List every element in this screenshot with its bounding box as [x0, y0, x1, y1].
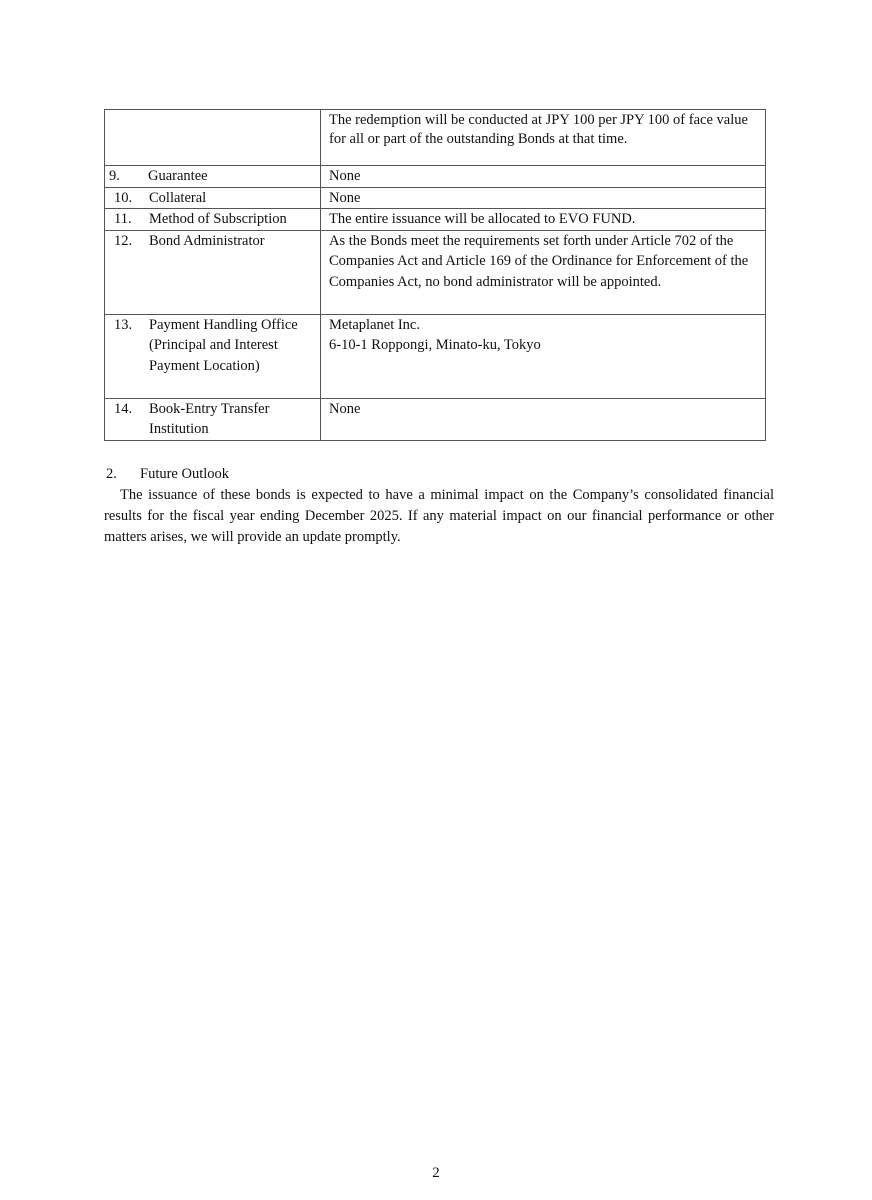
section-title: Future Outlook [140, 466, 230, 482]
row-label [105, 315, 320, 377]
row-value: None [321, 187, 766, 209]
table-row [105, 209, 766, 231]
payment-office-name: Metaplanet Inc. [329, 316, 420, 333]
row-label-cell [105, 314, 321, 398]
row-label [105, 209, 320, 230]
future-outlook-section [104, 464, 774, 548]
row-label-cell [105, 187, 321, 209]
table-row [105, 314, 766, 398]
table-row [105, 166, 766, 188]
row-number: 14. [114, 400, 133, 417]
row-label-text: Bond Administrator [149, 232, 265, 249]
row-label-text: Collateral [149, 189, 207, 206]
page-number: 2 [432, 1165, 440, 1181]
section-number: 2. [106, 466, 117, 482]
row-value: None [321, 398, 766, 440]
table-row [105, 187, 766, 209]
row-number: 10. [114, 189, 133, 206]
row-label-cell [105, 166, 321, 188]
row-label-text: Method of Subscription [149, 211, 287, 227]
row-value [321, 314, 766, 398]
row-label [105, 166, 320, 187]
row-label-cell [105, 398, 321, 440]
bond-terms-table [104, 109, 766, 441]
row-value: None [321, 166, 766, 188]
row-number: 13. [114, 316, 133, 333]
row-value: As the Bonds meet the requirements set forth under Article 702 of the Companies Act and Article 169 of the Ordinance for Enforcement of the Companies Act, no bond administrator will be appointed. [321, 230, 766, 314]
table-row [105, 398, 766, 440]
row-number: 12. [114, 232, 133, 249]
section-heading [104, 464, 774, 484]
row-label-cell [105, 209, 321, 231]
row-label-text: Book-Entry Transfer Institution [149, 400, 270, 437]
row-label-cell [105, 230, 321, 314]
row-label [105, 231, 320, 252]
row-label [105, 399, 320, 440]
row-value: The entire issuance will be allocated to EVO FUND. [321, 209, 766, 231]
row-number: 11. [114, 211, 132, 227]
table-row [105, 230, 766, 314]
row-value: The redemption will be conducted at JPY 100 per JPY 100 of face value for all or part of the outstanding Bonds at that time. [321, 110, 766, 166]
row-number: 9. [109, 168, 120, 184]
payment-office-address: 6-10-1 Roppongi, Minato-ku, Tokyo [329, 337, 541, 353]
row-label [105, 188, 320, 209]
row-label-cell [105, 110, 321, 166]
row-label-text: Guarantee [148, 168, 208, 184]
table-row [105, 110, 766, 166]
section-paragraph: The issuance of these bonds is expected to have a minimal impact on the Company’s consolidated financial results for the fiscal year ending December 2025. If any material impact on our financial performance or other matters arises, we will provide an update promptly. [104, 487, 774, 545]
row-label-text: Payment Handling Office (Principal and Interest Payment Location) [149, 316, 298, 374]
